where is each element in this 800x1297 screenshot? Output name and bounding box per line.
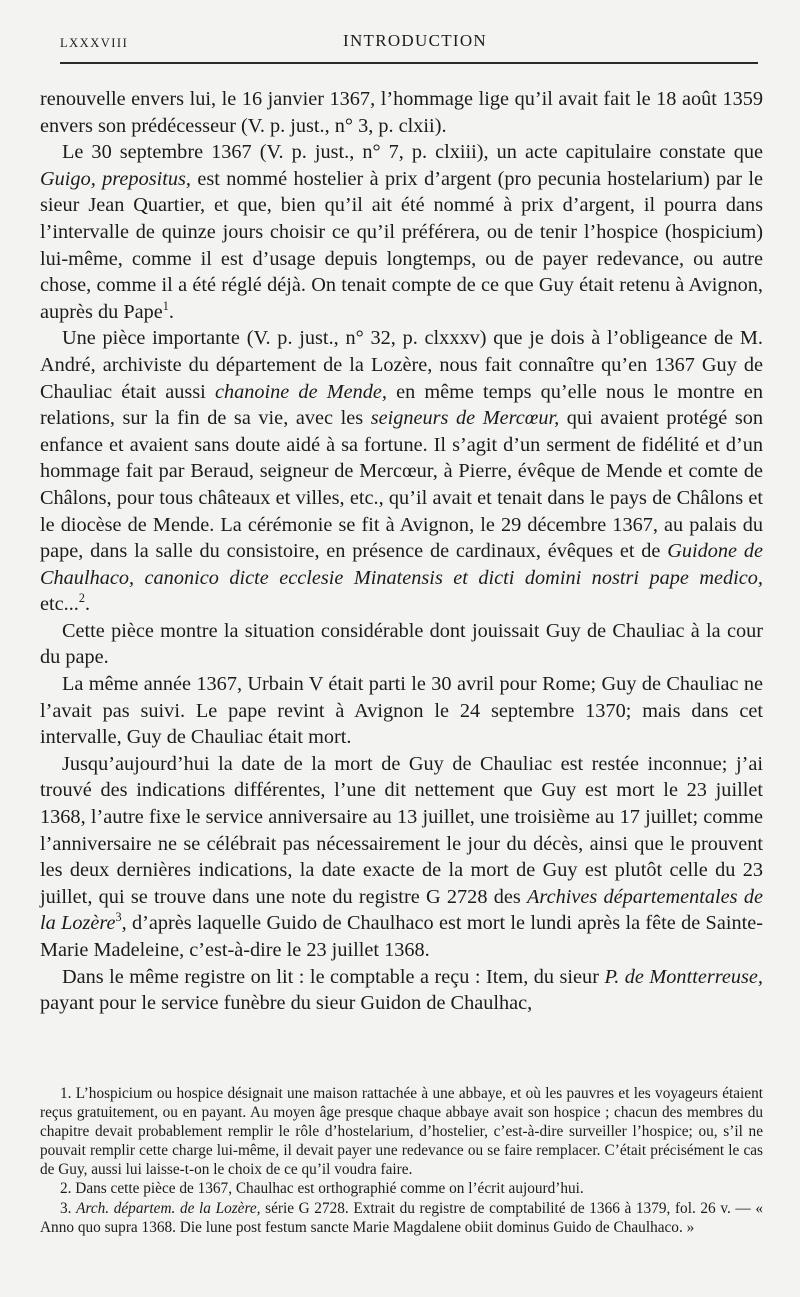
paragraph-6-text-b: , d’après laquelle Guido de Chaulhaco est mort le lundi après la fête de Sainte-Marie Madeleine, c’est-à-dire le 23 juillet 1368. (40, 912, 763, 961)
paragraph-7-text-b: payant pour le service funèbre du sieur Guidon de Chaulhac, (40, 992, 533, 1015)
footnote-3-italic: Arch. départem. de la Lozère, (76, 1199, 261, 1217)
paragraph-6 (40, 751, 763, 964)
footnote-1: 1. L’hospicium ou hospice désignait une maison rattachée à une abbaye, et où les pauvres et les voyageurs étaient reçus gratuitement, ou en payant. Au moyen âge presque chaque abbaye avait son hospice ; chacun des membres du chapitre devait probablement remplir le rôle d’hostelarium, d’hostelier, c’est-à-dire surveiller l’hospice; ou, s’il ne pouvait remplir cette charge lui-même, il devait payer une redevance ou se faire remplacer. C’était précisément le cas de Guy, aussi lui laisse-t-on le choix de ce qu’il voudra faire. (40, 1085, 763, 1179)
paragraph-6-text-a: Jusqu’aujourd’hui la date de la mort de Guy de Chauliac est restée inconnue; j’ai trouvé des indications différentes, l’une dit nettement que Guy est mort le 23 juillet 1368, l’autre fixe le service anniversaire au 13 juillet, une troisième au 17 juillet; comme l’anniversaire ne se célébrait pas nécessairement le jour du décès, ainsi que le prouvent les deux dernières indications, la date exacte de la mort de Guy est plutôt celle du 23 juillet, qui se trouve dans une note du registre G 2728 des (40, 752, 763, 908)
footnote-3 (40, 1199, 763, 1237)
paragraph-3-text-a: Une pièce importante (V. p. just., n° 32, p. clxxxv) que je dois à l’obligeance de M. André, archiviste du département de la Lozère, nous fait connaître qu’en 1367 Guy de Chauliac était aussi (40, 327, 763, 403)
paragraph-7-italic: P. de Montterreuse, (604, 965, 763, 988)
paragraph-7-text-a: Dans le même registre on lit : le comptable a reçu : Item, du sieur (62, 965, 605, 988)
paragraph-1 (40, 86, 763, 139)
paragraph-2-text-b: est nommé hostelier à prix d’argent (pro pecunia hostelarium) par le sieur Jean Quartier, et que, bien qu’il ait été nommé à prix d’argent, il pourra dans l’intervalle de quinze jours choisir ce qu’il préférera, ou de tenir l’hospice (hospicium) lui-même, comme il est d’usage depuis longtemps, ou de payer redevance, ou autre chose, comme il a été réglé déjà. On tenait compte de ce que Guy était retenu à Avignon, auprès du Pape (40, 167, 763, 323)
footnotes (40, 1084, 763, 1237)
page-number: LXXXVIII (60, 36, 129, 50)
paragraph-3-italic-c: Guidone de Chaulhaco, canonico dicte ecclesie Minatensis et dicti domini nostri pape medico, (40, 540, 763, 589)
paragraph-2-italic: Guigo, prepositus, (40, 167, 191, 190)
paragraph-4 (40, 618, 763, 671)
paragraph-3-text-d: etc... (40, 593, 79, 616)
page-header (60, 30, 760, 54)
paragraph-5 (40, 671, 763, 751)
paragraph-3 (40, 325, 763, 618)
footnote-ref-3: 3 (115, 910, 122, 925)
footnote-3-text: série G 2728. Extrait du registre de comptabilité de 1366 à 1379, fol. 26 v. — « Anno quo supra 1368. Die lune post festum sancte Marie Magdalene obiit dominus Guido de Chaulhaco. » (40, 1199, 764, 1236)
paragraph-2-end: . (168, 300, 174, 323)
main-text (40, 86, 763, 1017)
paragraph-7 (40, 964, 763, 1017)
footnote-ref-2: 2 (78, 591, 85, 606)
paragraph-2-text-a: Le 30 septembre 1367 (V. p. just., n° 7, p. clxiii), un acte capitulaire constate que (62, 141, 763, 164)
paragraph-3-italic-a: chanoine de Mende, (214, 380, 387, 403)
footnote-2: 2. Dans cette pièce de 1367, Chaulhac est orthographié comme on l’écrit aujourd’hui. (60, 1180, 584, 1198)
paragraph-1-text: renouvelle envers lui, le 16 janvier 1367, l’hommage lige qu’il avait fait le 18 août 1359 envers son prédécesseur (V. p. just., n° 3, p. clxii). (40, 88, 763, 137)
paragraph-3-text-c: qui avaient protégé son enfance et avaient sans doute aidé à sa fortune. Il s’agit d’un serment de fidélité et d’un hommage fait par Beraud, seigneur de Mercœur, à Pierre, évêque de Mende et comte de Châlons, pour tous châteaux et villes, etc., qu’il avait et tenait dans le pays de Châlons et le diocèse de Mende. La cérémonie se fit à Avignon, le 29 décembre 1367, au palais du pape, dans la salle du consistoire, en présence de cardinaux, évêques et de (40, 407, 763, 563)
paragraph-3-italic-b: seigneurs de Mercœur, (370, 407, 560, 430)
running-title: INTRODUCTION (342, 31, 488, 50)
footnote-ref-1: 1 (162, 298, 169, 313)
paragraph-3-end: . (84, 593, 91, 616)
paragraph-2 (40, 139, 763, 325)
paragraph-5-text: La même année 1367, Urbain V était parti le 30 avril pour Rome; Guy de Chauliac ne l’avait pas suivi. Le pape revint à Avignon le 24 septembre 1370; mais dans cet intervalle, Guy de Chauliac était mort. (40, 673, 763, 749)
paragraph-4-text: Cette pièce montre la situation considérable dont jouissait Guy de Chauliac à la cour du pape. (40, 619, 763, 669)
paragraph-6-italic: Archives départementales de la Lozère (40, 885, 763, 935)
header-rule (60, 62, 758, 64)
paragraph-3-text-b: en même temps qu’elle nous le montre en relations, sur la fin de sa vie, avec les (40, 380, 763, 430)
footnote-3-number: 3. (60, 1199, 72, 1217)
